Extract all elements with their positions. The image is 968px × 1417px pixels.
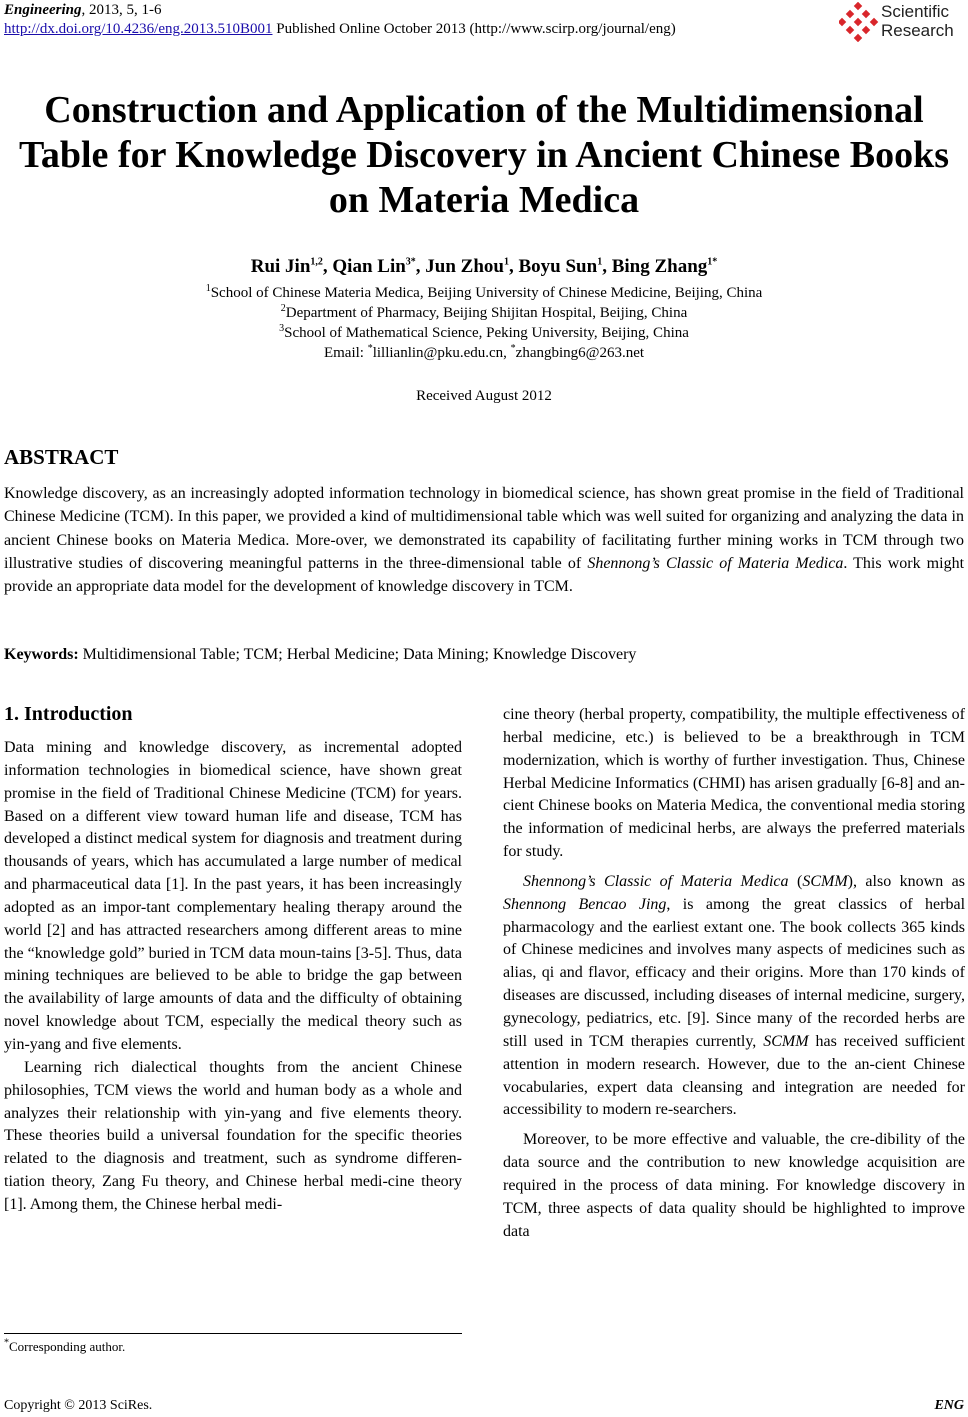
affiliation-text: Department of Pharmacy, Beijing Shijitan Hospital, Beijing, China (285, 305, 688, 321)
email-line: Email: *lillianlin@pku.edu.cn, *zhangbing6@263.net (323, 343, 645, 361)
affiliation (0, 304, 968, 322)
paragraph: Learning rich dialectical thoughts from the ancient Chinese philosophies, TCM views the world and human body as a whole and analyzes their relationship with yin-yang and five elements theory. These theories build a universal foundation for the specific theories related to the diagnosis and treatment, such as syndrome differen-tiation theory, Zang Fu theory, and Chinese herbal medi-cine theory [1]. Among them, the Chinese herbal medi- (4, 1058, 462, 1213)
affiliation (0, 284, 968, 302)
logo-line1: Scientific (881, 2, 950, 21)
doi-link[interactable]: http://dx.doi.org/10.4236/eng.2013.510B001 (4, 21, 273, 37)
scientific-research-logo (839, 2, 964, 42)
paragraph: Moreover, to be more effective and valuable, the cre-dibility of the data source and the contribution to new knowledge acquisition are required in the process of data mining. For knowledge discovery in TCM, three aspects of data quality should be highlighted to improve data (503, 1131, 965, 1240)
volume-info: , 2013, 5, 1-6 (81, 2, 162, 18)
journal-citation (4, 2, 162, 19)
doi-line (4, 20, 676, 38)
keywords-label: Keywords: (4, 646, 79, 663)
author-affil-sup: 1 (504, 256, 509, 268)
received-date: Received August 2012 (416, 388, 552, 404)
footnote-text: Corresponding author. (9, 1339, 126, 1354)
paragraph: Data mining and knowledge discovery, as incremental adopted information technologies in biomedical science, have shown great promise in the field of Traditional Chinese Medicine (TCM) for years. Based on a different view toward human life and disease, TCM has developed a distinct medical system for diagnosis and treatment during thousands of years, which has accumulated a large number of medical and pharmaceutical data [1]. In the past years, it has been increasingly adopted as an impor-tant complementary healing therapy around the world [2] and has attracted researchers among different areas to mine the “knowledge gold” buried in TCM data moun-tains [3-5]. Thus, data mining techniques are believed to be able to bridge the gap between the availability of large amounts of data and the difficulty of obtaining novel knowledge about TCM, especially the medical theory such as yin-yang and five elements. (4, 739, 462, 1053)
section-heading: 1. Introduction (4, 703, 133, 725)
book-abbr: SCMM (763, 1032, 809, 1050)
logo-text (881, 2, 954, 40)
journal-abbreviation: ENG (934, 1398, 964, 1413)
affiliation-text: School of Mathematical Science, Peking University, Beijing, China (284, 325, 689, 341)
author-name: Bing Zhang (611, 256, 708, 277)
abstract-text: Knowledge discovery, as an increasingly adopted information technology in biomedical science, has shown great promise in the field of Traditional Chinese Medicine (TCM). In this paper, we provided a kind of multidimensional table which was well suited for organizing and analyzing the data in ancient Chinese books on Materia Medica. More-over, we demonstrated its capability of facilitating further mining works in TCM through two illustrative studies of discovering meaningful patterns in the three-dimensional table of (4, 485, 964, 572)
abstract-heading: ABSTRACT (4, 445, 119, 469)
right-column (503, 704, 965, 1243)
logo-diamond-icon (839, 2, 879, 42)
affiliation-sup: 2 (280, 303, 286, 314)
text-run: ), also known as (847, 872, 966, 890)
keywords (4, 644, 636, 666)
abstract-book-title: Shennong’s Classic of Materia Medica (587, 554, 844, 572)
published-info: Published Online October 2013 (http://www.scirp.org/journal/eng) (272, 21, 676, 37)
footnote-marker: * (4, 1337, 9, 1349)
keywords-text: Multidimensional Table; TCM; Herbal Medicine; Data Mining; Knowledge Discovery (78, 646, 637, 663)
left-column (4, 737, 462, 1217)
author-name: Jun Zhou (425, 256, 504, 277)
paragraph: cine theory (herbal property, compatibility, the multiple effectiveness of herbal medicine, etc.) is believed to be a breakthrough in TCM modernization, which is worthy of further investigation. Thus, Chinese Herbal Medicine Informatics (CHMI) has arisen gradually [6-8] and an-cient Chinese books on Materia Medica, the conventional media storing the information of medicinal herbs, are always the preferred materials for study. (503, 706, 965, 861)
author-affil-sup: 3* (405, 256, 416, 268)
affiliation (0, 324, 968, 342)
text-run: , is among the great classics of herbal pharmacology and the earliest extant one. The book collects 365 kinds of Chinese medicines and involves many aspects of medicines such as alias, qi and flavor, efficacy and their origins. More than 170 kinds of diseases are discussed, including diseases of internal medicine, surgery, gynecology, pediatrics, etc. [9]. Since many of the recorded herbs are still used in TCM therapies currently, (503, 895, 966, 1050)
footnote-divider (4, 1333, 462, 1334)
abstract-body (4, 482, 964, 598)
author-list: Rui Jin$^{1,2}$, Qian Lin$^{3*}$, Jun Zhou$^1$, Boyu Sun$^1$, Bing Zhang$^{1*}$ (250, 256, 718, 277)
text-run: has received sufficient attention in modern research. However, due to the an-cient Chinese vocabularies, expert data cleansing and integration are needed for accessibility to modern re-searchers. (503, 1032, 966, 1119)
journal-name: Engineering (4, 2, 82, 18)
book-title: Shennong’s Classic of Materia Medica (523, 872, 789, 890)
abstract-text: . This work might provide an appropriate data model for the development of knowledge discovery in TCM. (4, 554, 965, 596)
copyright: Copyright © 2013 SciRes. (4, 1398, 153, 1413)
author-affil-sup: 1 (597, 256, 603, 268)
affiliation-text: School of Chinese Materia Medica, Beijing University of Chinese Medicine, Beijing, China (210, 285, 763, 301)
author-affil-sup: 1* (707, 256, 718, 268)
email-separator: , (503, 345, 511, 361)
footnote (4, 1339, 125, 1355)
affiliation-sup: 1 (205, 283, 211, 294)
paper-title: Construction and Application of the Multidimensional Table for Knowledge Discovery in Ancient Chinese Books on Materia Medica (19, 89, 949, 221)
author-name: Qian Lin (332, 256, 406, 277)
text-run: ( (788, 872, 803, 890)
affiliation-sup: 3 (279, 323, 285, 334)
email-address[interactable]: lillianlin@pku.edu.cn (372, 345, 504, 361)
author-name: Rui Jin (250, 256, 311, 277)
email-address[interactable]: zhangbing6@263.net (515, 345, 645, 361)
author-name: Boyu Sun (518, 256, 598, 277)
book-abbr: SCMM (802, 872, 848, 890)
author-affil-sup: 1,2 (310, 256, 323, 268)
paragraph (503, 871, 965, 1122)
email-label: Email: (323, 345, 368, 361)
logo-line2: Research (881, 21, 954, 40)
book-alias: Shennong Bencao Jing (503, 895, 667, 913)
